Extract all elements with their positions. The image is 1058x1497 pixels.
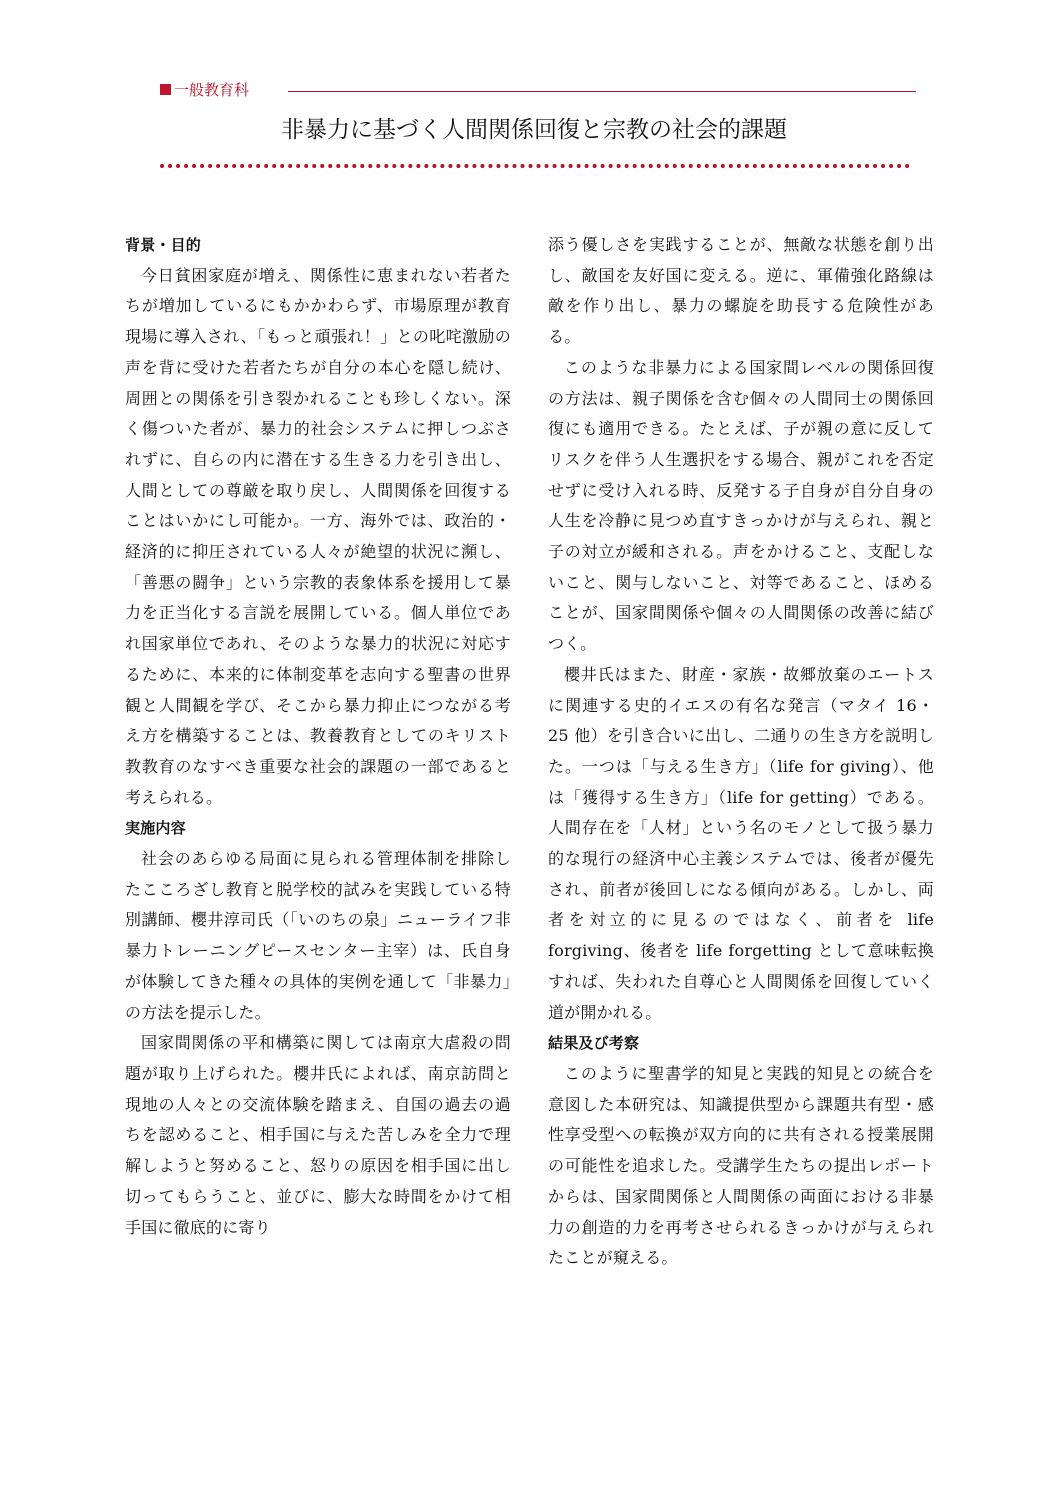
square-bullet-icon [160,84,171,95]
right-column [548,230,934,1274]
department-text: 一般教育科 [174,81,250,99]
paragraph: このように聖書学的知見と実践的知見との統合を意図した本研究は、知識提供型から課題共有型・感性享受型への転換が双方向的に共有される授業展開の可能性を追求した。受講学生たちの提出レポートからは、国家間関係と人間関係の両面における非暴力の創造的力を再考させられるきっかけが与えられたことが窺える。 [548,1063,934,1268]
section-heading-results: 結果及び考察 [548,1034,640,1053]
section-heading-background: 背景・目的 [125,236,202,254]
left-column [125,230,511,1243]
dotted-divider [160,164,910,168]
paragraph: 社会のあらゆる局面に見られる管理体制を排除したこころざし教育と脱学校的試みを実践している特別講師、櫻井淳司氏（「いのちの泉」ニューライフ非暴力トレーニングピースセンター主宰）は、氏自身が体験してきた種々の具体的実例を通して「非暴力」の方法を提示した。 [125,849,511,1022]
department-label [160,80,249,100]
paragraph: 国家間関係の平和構築に関しては南京大虐殺の問題が取り上げられた。櫻井氏によれば、南京訪問と現地の人々との交流体験を踏まえ、自国の過去の過ちを認めること、相手国に与えた苦しみを全力で理解しようと努めること、怒りの原因を相手国に出し切ってもらうこと、並びに、膨大な時間をかけて相手国に徹底的に寄り [125,1033,511,1237]
paragraph: 櫻井氏はまた、財産・家族・故郷放棄のエートスに関連する史的イエスの有名な発言（マタイ 16・25 他）を引き合いに出し、二通りの生き方を説明した。一つは「与える生き方」（life for giving）、他は「獲得する生き方」（life for getting）である。人間存在を「人材」という名のモノとして扱う暴力的な現行の経済中心主義システムでは、後者が優先され、前者が後回しになる傾向がある。しかし、両者を対立的に見るのではなく、前者を life forgiving、後者を life forgetting として意味転換すれば、失われた自尊心と人間関係を回復していく道が開かれる。 [548,664,934,1022]
paragraph-continuation: 添う優しさを実践することが、無敵な状態を創り出し、敵国を友好国に変える。逆に、軍備強化路線は敵を作り出し、暴力の螺旋を助長する危険性がある。 [548,235,934,347]
header-rule [288,91,916,92]
paragraph: 今日貧困家庭が増え、関係性に恵まれない若者たちが増加しているにもかかわらず、市場原理が教育現場に導入され、「もっと頑張れ！」との叱咤激励の声を背に受けた若者たちが自分の本心を隠し続け、周囲との関係を引き裂かれることも珍しくない。深く傷ついた者が、暴力的社会システムに押しつぶされずに、自らの内に潜在する生きる力を引き出し、人間としての尊厳を取り戻し、人間関係を回復することはいかにし可能か。一方、海外では、政治的・経済的に抑圧されている人々が絶望的状況に瀕し、「善悪の闘争」という宗教的表象体系を援用して暴力を正当化する言説を展開している。個人単位であれ国家単位であれ、そのような暴力的状況に対応するために、本来的に体制変革を志向する聖書の世界観と人間観を学び、そこから暴力抑止につながる考え方を構築することは、教養教育としてのキリスト教教育のなすべき重要な社会的課題の一部であると考えられる。 [125,265,511,807]
paragraph: このような非暴力による国家間レベルの関係回復の方法は、親子関係を含む個々の人間同士の関係回復にも適用できる。たとえば、子が親の意に反してリスクを伴う人生選択をする場合、親がこれを否定せずに受け入れる時、反発する子自身が自分自身の人生を冷静に見つめ直すきっかけが与えられ、親と子の対立が緩和される。声をかけること、支配しないこと、関与しないこと、対等であること、ほめることが、国家間関係や個々の人間関係の改善に結びつく。 [548,357,934,654]
page-title: 非暴力に基づく人間関係回復と宗教の社会的課題 [281,117,787,143]
header-row [160,80,916,104]
section-heading-implementation: 実施内容 [125,819,186,838]
